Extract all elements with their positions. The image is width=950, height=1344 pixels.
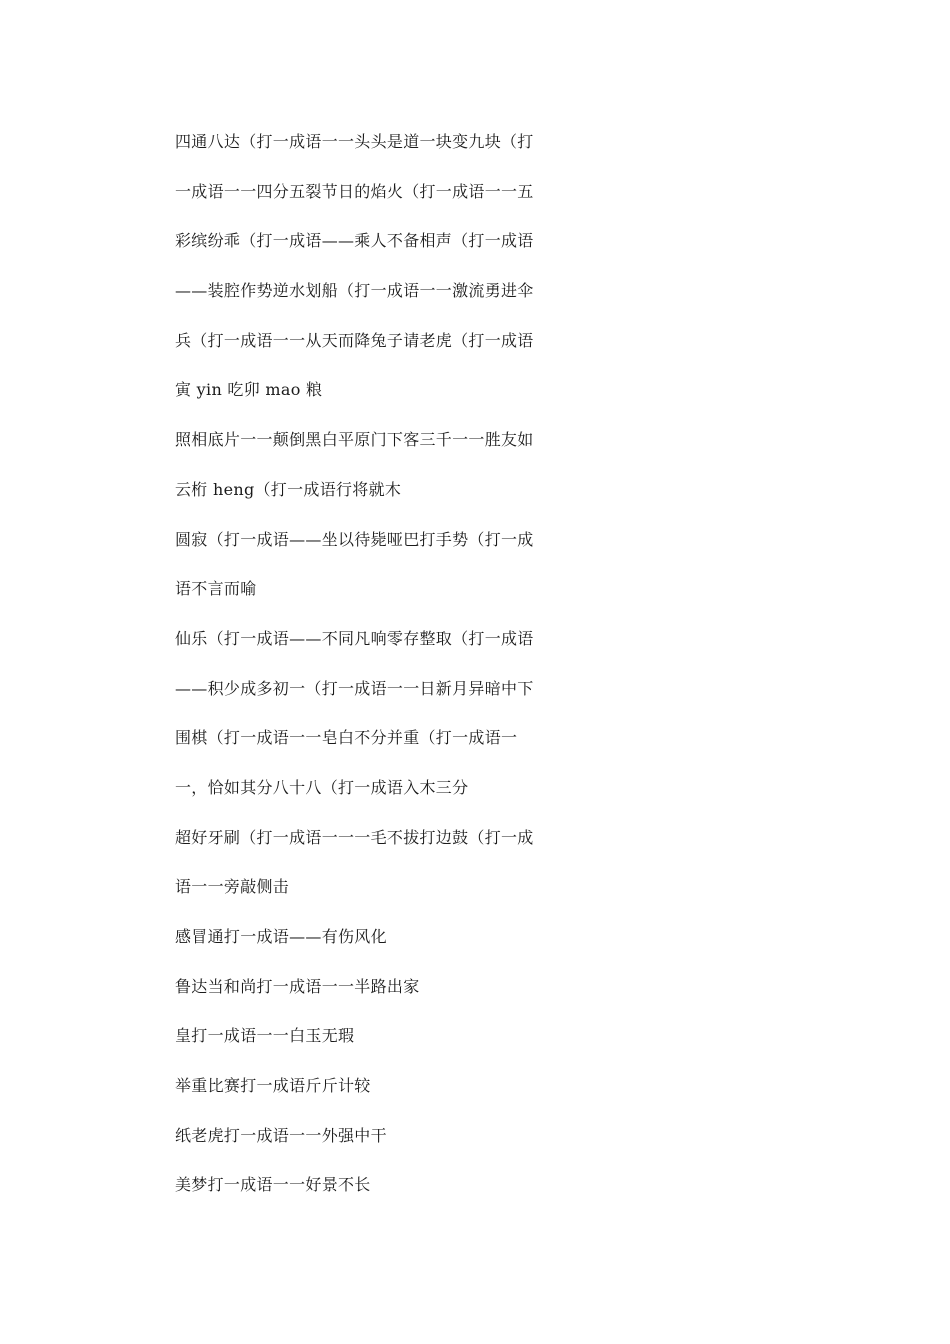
text-line: 四通八达（打一成语一一头头是道一块变九块（打 xyxy=(175,132,534,151)
text-line: ——积少成多初一（打一成语一一日新月异暗中下 xyxy=(175,678,534,698)
text-line: 感冒通打一成语——有伤风化 xyxy=(175,927,387,946)
text-line: 举重比赛打一成语斤斤计较 xyxy=(175,1076,371,1096)
text-line: 寅 yin 吃卯 mao 粮 xyxy=(175,380,323,400)
text-line: 彩缤纷乖（打一成语——乘人不备相声（打一成语 xyxy=(175,231,534,251)
text-line: 一，恰如其分八十八（打一成语入木三分 xyxy=(175,777,469,797)
text-line: 语不言而喻 xyxy=(175,579,257,599)
text-line: 美梦打一成语一一好景不长 xyxy=(175,1175,371,1195)
text-line: 语一一旁敲侧击 xyxy=(175,877,290,897)
text-line: 照相底片一一颠倒黑白平原门下客三千一一胜友如 xyxy=(175,430,534,450)
text-line: 围棋（打一成语一一皂白不分并重（打一成语一 xyxy=(175,728,518,748)
text-line: 纸老虎打一成语一一外强中干 xyxy=(175,1125,387,1145)
riddle-text-block xyxy=(175,128,565,1221)
text-line: 兵（打一成语一一从天而降兔子请老虎（打一成语 xyxy=(175,330,534,350)
text-line: 鲁达当和尚打一成语一一半路出家 xyxy=(175,976,420,996)
text-line: 仙乐（打一成语——不同凡响零存整取（打一成语 xyxy=(175,628,534,648)
text-line: 皇打一成语一一白玉无瑕 xyxy=(175,1026,355,1046)
text-line: ——装腔作势逆水划船（打一成语一一激流勇进伞 xyxy=(175,281,534,301)
text-line: 一成语一一四分五裂节日的焰火（打一成语一一五 xyxy=(175,181,534,201)
text-line: 超好牙刷（打一成语一一一毛不拔打边鼓（打一成 xyxy=(175,827,534,847)
text-line: 圆寂（打一成语——坐以待毙哑巴打手势（打一成 xyxy=(175,529,534,549)
text-line: 云桁 heng（打一成语行将就木 xyxy=(175,479,402,499)
